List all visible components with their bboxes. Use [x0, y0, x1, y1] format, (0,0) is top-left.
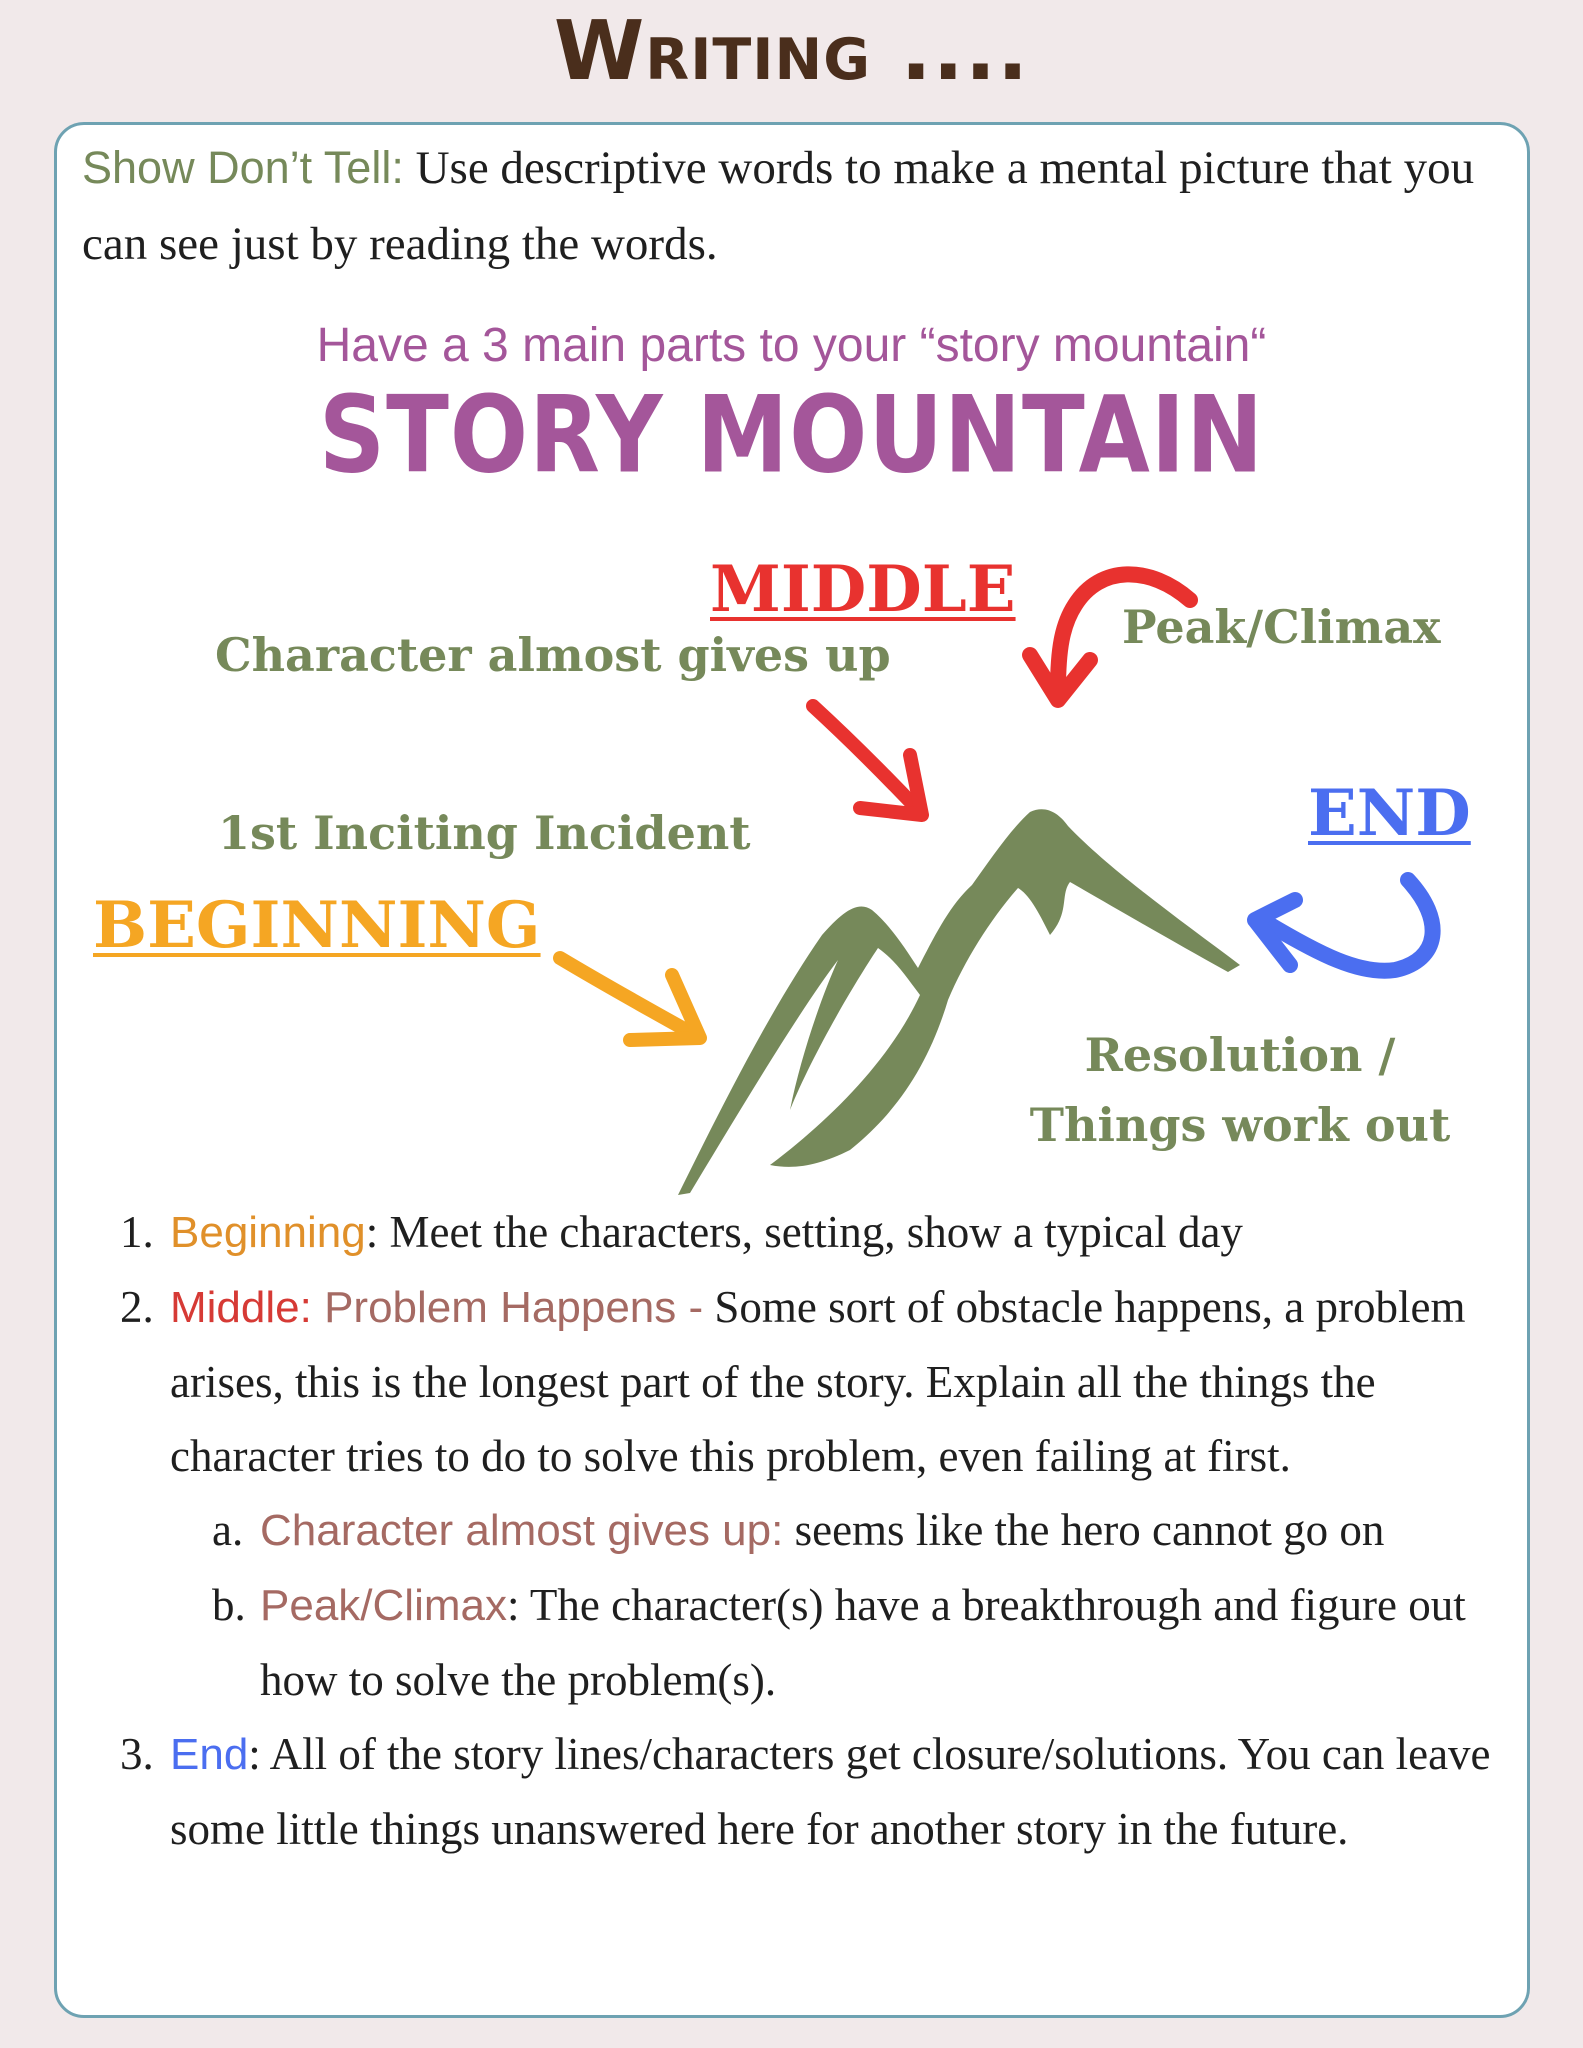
show-dont-tell-text: Use descriptive words to make a mental picture that you can see just by reading the words. [82, 142, 1475, 270]
resolution-label: Resolution / Things work out [1029, 1028, 1451, 1152]
beginning-label: BEGINNING [93, 888, 541, 963]
inciting-incident-label: 1st Inciting Incident [218, 806, 751, 860]
story-mountain-title: STORY MOUNTAIN [318, 373, 1265, 498]
list-letter: a. [212, 1505, 244, 1555]
list-item-end [120, 1717, 1520, 1866]
middle-term: Middle: [170, 1283, 312, 1332]
problem-happens-term: Problem Happens - [311, 1283, 704, 1332]
end-text: : All of the story lines/characters get closure/solutions. You can leave some little things unanswered here for another story in the future. [170, 1729, 1491, 1854]
red-arrow-icon [813, 706, 922, 815]
list-number: 3. [120, 1729, 154, 1779]
list-number: 2. [120, 1282, 154, 1332]
blue-arrow-icon [1255, 880, 1433, 971]
almost-gives-up-term: Character almost gives up: [260, 1506, 784, 1555]
orange-arrow-icon [560, 958, 700, 1040]
middle-text: Some sort of obstacle happens, a problem arises, this is the longest part of the story. Explain all the things the character tries to do to solve this problem, even failing at first. [170, 1282, 1466, 1481]
peak-climax-label: Peak/Climax [1122, 600, 1441, 654]
middle-label: MIDDLE [710, 552, 1016, 627]
peak-climax-text: : The character(s) have a breakthrough and figure out how to solve the problem(s). [260, 1580, 1466, 1705]
list-item-peak-climax [120, 1568, 1520, 1717]
story-mountain-subtitle: Have a 3 main parts to your “story mountain“ [316, 319, 1267, 372]
list-item-beginning [120, 1195, 1520, 1270]
peak-climax-term: Peak/Climax [260, 1581, 507, 1630]
beginning-text: : Meet the characters, setting, show a typical day [365, 1207, 1243, 1257]
end-label: END [1308, 776, 1471, 851]
end-term: End [170, 1730, 249, 1779]
list-number: 1. [120, 1207, 154, 1257]
page-title: Writing .... [553, 4, 1030, 99]
story-parts-list [120, 1195, 1520, 1866]
almost-gives-up-text: seems like the hero cannot go on [783, 1505, 1385, 1555]
list-item-middle [120, 1270, 1520, 1493]
list-letter: b. [212, 1580, 246, 1630]
almost-gives-up-label: Character almost gives up [215, 628, 891, 682]
list-item-almost-gives-up [120, 1493, 1520, 1568]
beginning-term: Beginning [170, 1208, 366, 1257]
show-dont-tell-term: Show Don’t Tell: [82, 142, 404, 193]
